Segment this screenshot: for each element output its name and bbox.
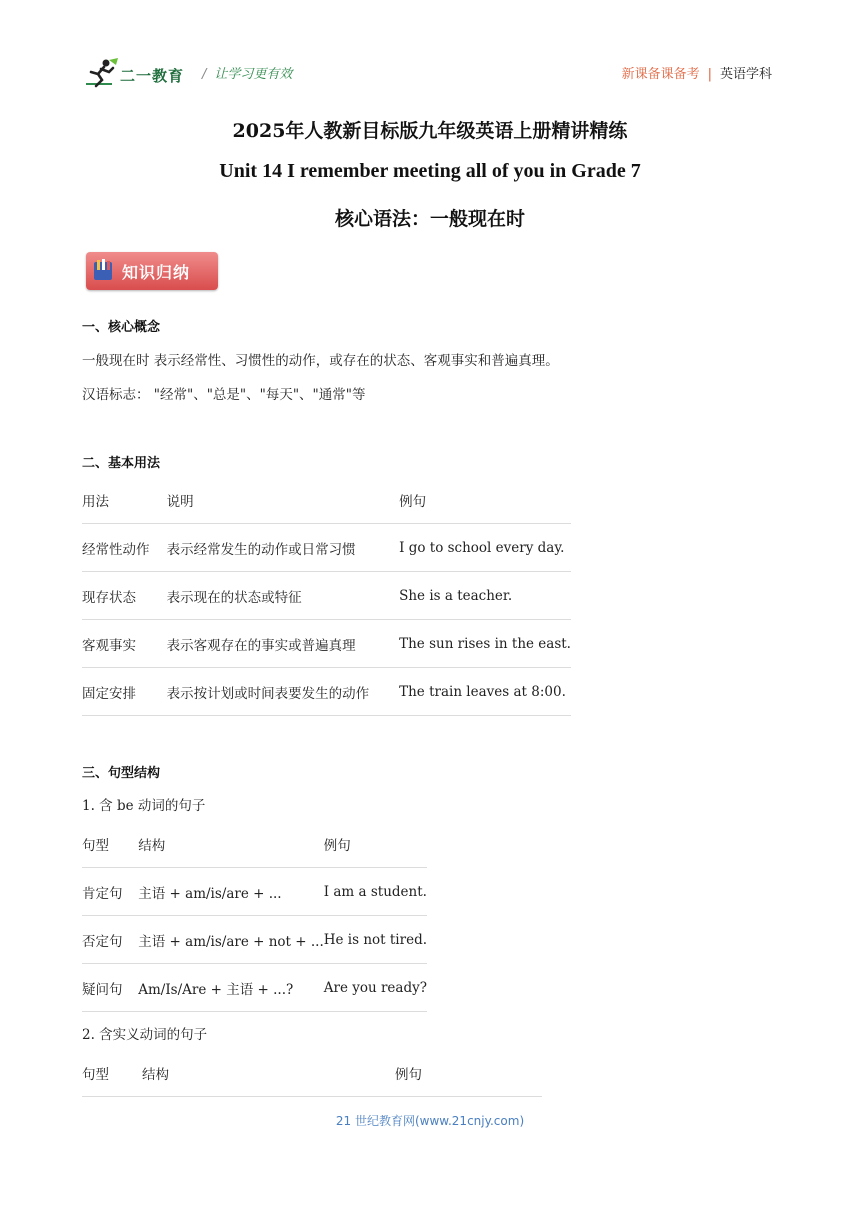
example-cell: She is a teacher. (399, 572, 571, 620)
description-cell: 表示客观存在的事实或普遍真理 (167, 620, 400, 668)
knowledge-badge (86, 252, 218, 290)
usage-cell: 现存状态 (82, 572, 167, 620)
slogan (202, 63, 292, 82)
example-cell: The train leaves at 8:00. (399, 668, 571, 716)
logo-text: 二一教育 (120, 67, 185, 85)
be-verb-table (82, 820, 427, 1012)
book-icon (92, 258, 114, 282)
table-header-row (82, 820, 427, 868)
section2-heading: 二、基本用法 (82, 456, 161, 471)
usage-cell: 经常性动作 (82, 524, 167, 572)
table-row (82, 668, 571, 716)
slogan-slash: / (202, 67, 207, 82)
unit-title: Unit 14 I remember meeting all of you in Grade 7 (219, 160, 641, 182)
description-cell: 表示按计划或时间表要发生的动作 (167, 668, 400, 716)
header-cell: 例句 (324, 820, 427, 868)
type-cell: 疑问句 (82, 964, 138, 1012)
slogan-text: 让学习更有效 (214, 67, 293, 82)
grammar-title: 核心语法：一般现在时 (334, 208, 525, 230)
page-footer: 21 世纪教育网(www.21cnjy.com) (335, 1114, 525, 1128)
header-cell: 用法 (82, 476, 167, 524)
description-cell: 表示现在的状态或特征 (167, 572, 400, 620)
table-header-row (82, 1049, 542, 1097)
example-cell: I am a student. (324, 868, 427, 916)
badge-label: 知识归纳 (122, 263, 191, 282)
example-cell: He is not tired. (324, 916, 427, 964)
table-row (82, 620, 571, 668)
example-cell: The sun rises in the east. (399, 620, 571, 668)
notional-verb-table (82, 1049, 542, 1097)
structure-cell: 主语 + am/is/are + ... (138, 868, 324, 916)
table-row (82, 964, 427, 1012)
section1-heading: 一、核心概念 (82, 320, 161, 335)
markers-text: 汉语标志： "经常"、"总是"、"每天"、"通常"等 (82, 387, 366, 403)
header-cell: 句型 (82, 1049, 142, 1097)
usage-table (82, 476, 571, 716)
header-cell: 例句 (395, 1049, 542, 1097)
header-cell: 句型 (82, 820, 138, 868)
header-separator: | (707, 67, 712, 82)
header-subject: 英语学科 (719, 67, 772, 82)
header-cell: 结构 (138, 820, 324, 868)
type-cell: 肯定句 (82, 868, 138, 916)
header-cell: 说明 (167, 476, 400, 524)
header-cell: 结构 (142, 1049, 395, 1097)
table-row (82, 868, 427, 916)
table-row (82, 572, 571, 620)
page-header (82, 56, 772, 90)
table-row (82, 524, 571, 572)
usage-cell: 客观事实 (82, 620, 167, 668)
header-right (622, 63, 772, 82)
example-cell: Are you ready? (324, 964, 427, 1012)
subsection2-title: 2. 含实义动词的句子 (82, 1027, 208, 1043)
runner-logo-icon (82, 56, 122, 90)
header-tag: 新课备课备考 (621, 67, 700, 82)
subsection1-title: 1. 含 be 动词的句子 (82, 798, 206, 814)
usage-cell: 固定安排 (82, 668, 167, 716)
logo (82, 56, 192, 90)
structure-cell: Am/Is/Are + 主语 + ...? (138, 964, 324, 1012)
definition-text: 一般现在时 表示经常性、习惯性的动作，或存在的状态、客观事实和普遍真理。 (82, 353, 559, 369)
doc-title: 2025年人教新目标版九年级英语上册精讲精练 (232, 120, 628, 142)
table-row (82, 916, 427, 964)
header-cell: 例句 (399, 476, 571, 524)
table-header-row (82, 476, 571, 524)
example-cell: I go to school every day. (399, 524, 571, 572)
type-cell: 否定句 (82, 916, 138, 964)
section3-heading: 三、句型结构 (82, 766, 161, 781)
description-cell: 表示经常发生的动作或日常习惯 (167, 524, 400, 572)
structure-cell: 主语 + am/is/are + not + ... (138, 916, 324, 964)
